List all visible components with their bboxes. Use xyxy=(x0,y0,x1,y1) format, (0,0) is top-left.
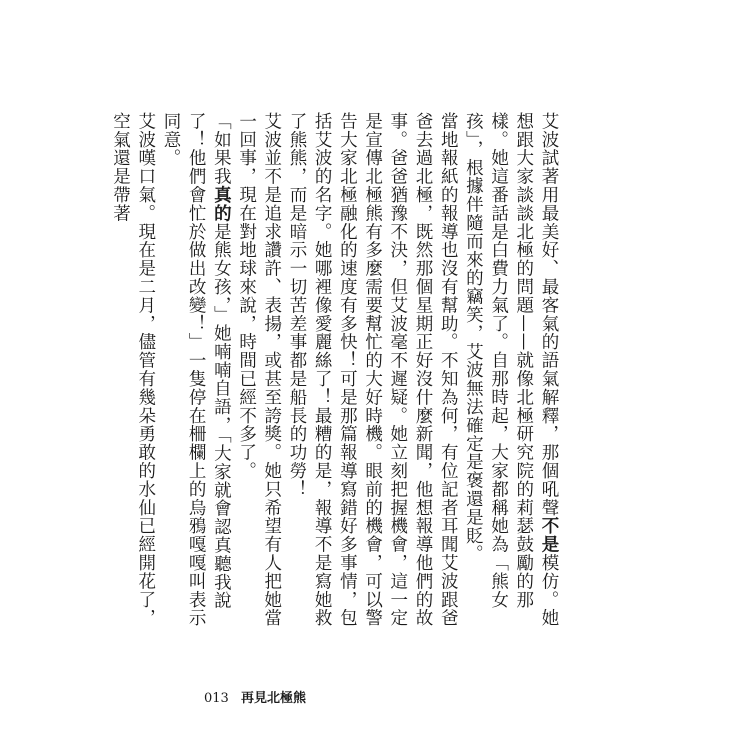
book-title: 再見北極熊 xyxy=(240,691,306,706)
page-number: 013 xyxy=(204,691,229,706)
paragraph xyxy=(233,112,283,632)
emphasized-text: 真的 xyxy=(211,185,232,223)
paragraph-text: 「如果我 xyxy=(211,112,232,186)
vertical-text-body xyxy=(110,112,561,632)
paragraph xyxy=(158,112,234,632)
paragraph-text: 艾波試著用最美好、最客氣的語氣解釋，那個吼聲 xyxy=(539,112,559,517)
paragraph-text: 是熊女孩，」她喃喃自語，「大家就會認真聽我說了！他們會忙於做出改變！」一隻停在柵欄上的烏鴉嘎嘎叫表示同意。 xyxy=(160,112,232,628)
emphasized-text: 不是 xyxy=(539,516,559,554)
paragraph xyxy=(284,112,460,632)
paragraph-text: 模仿。她想跟大家談談北極的問題——就像北極研究院的莉瑟鼓勵的那樣。她這番話是白費力氣了。自那時起，大家都稱她為「熊女孩」，根據伴隨而來的竊笑，艾波無法確定是褒還是貶。 xyxy=(463,112,559,628)
paragraph-text: 艾波並不是追求讚許、表揚，或甚至誇獎。她只希望有人把她當一回事，現在對地球來說，時間已經不多了。 xyxy=(236,112,282,628)
paragraph-text: 當地報紙的報導也沒有幫助。不知為何，有位記者耳聞艾波跟爸爸去過北極，既然那個星期正好沒什麼新聞，他想報導他們的故事。爸爸猶豫不決，但艾波毫不遲疑。她立刻把握機會，這一定是宣傳北極熊有多麼需要幫忙的大好時機。眼前的機會，可以警告大家北極融化的速度有多快！可是那篇報導寫錯好多事情，包括艾波的名字。她哪裡像愛麗絲了！最糟的是，報導不是寫她救了熊熊，而是暗示一切苦差事都是船長的功勞！ xyxy=(286,112,459,628)
paragraph-text: 艾波嘆口氣。現在是二月，儘管有幾朵勇敢的水仙已經開花了，空氣還是帶著 xyxy=(110,112,156,628)
paragraph xyxy=(107,112,157,632)
paragraph xyxy=(460,112,561,632)
page-footer xyxy=(204,687,306,706)
